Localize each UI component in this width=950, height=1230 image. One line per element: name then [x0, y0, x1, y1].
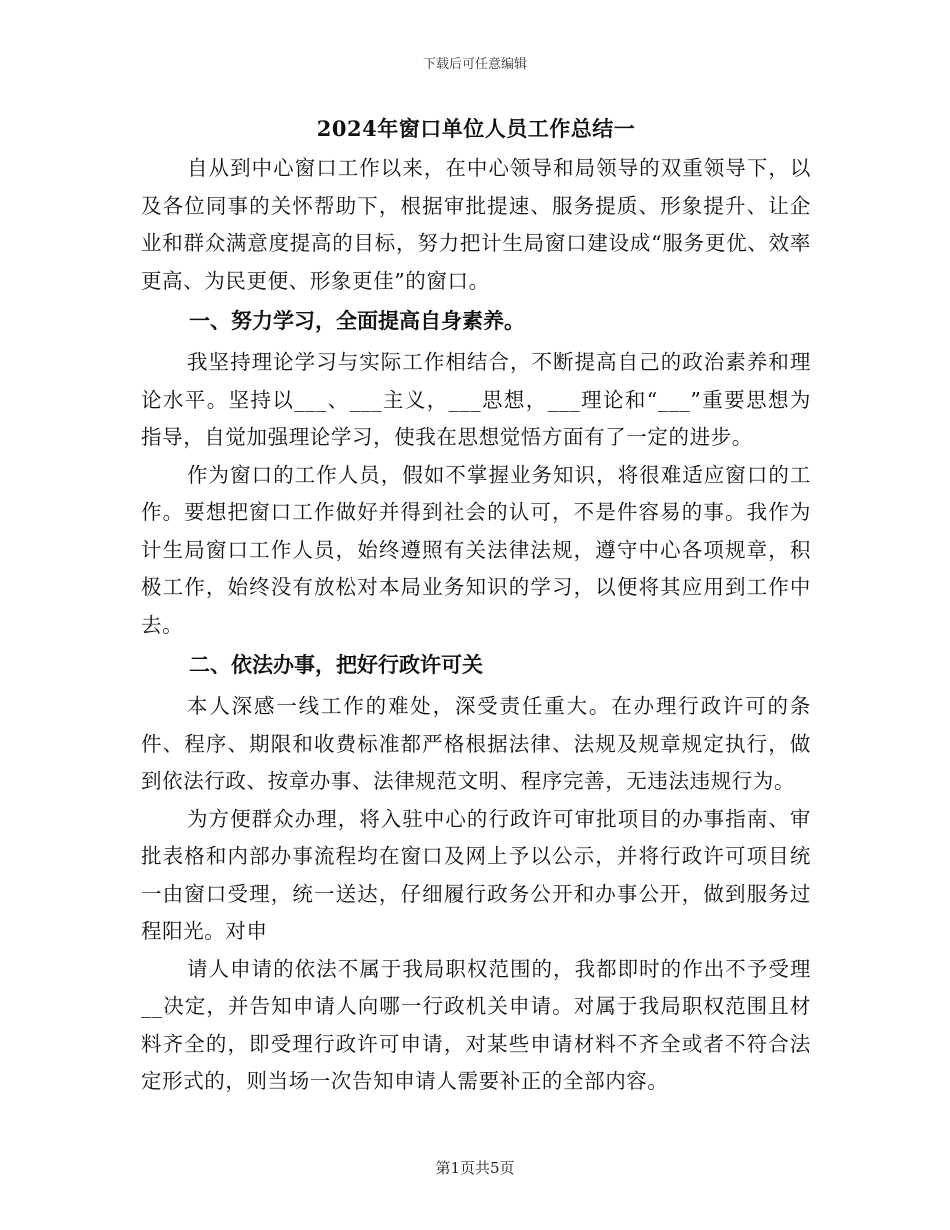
- section-1-paragraph-1: 我坚持理论学习与实际工作相结合，不断提高自己的政治素养和理论水平。坚持以___、___主义，___思想，___理论和“___”重要思想为指导，自觉加强理论学习，使我在思想觉悟方面有了一定的进步。: [141, 350, 811, 449]
- page-number-indicator: 第1页共5页: [435, 1159, 515, 1177]
- section-2-heading: 二、依法办事，把好行政许可关: [189, 652, 483, 677]
- section-1-paragraph-2: 作为窗口的工作人员，假如不掌握业务知识，将很难适应窗口的工作。要想把窗口工作做好并得到社会的认可，不是件容易的事。我作为计生局窗口工作人员，始终遵照有关法律法规，遵守中心各项规章，积极工作，始终没有放松对本局业务知识的学习，以便将其应用到工作中去。: [141, 462, 811, 637]
- intro-paragraph: 自从到中心窗口工作以来，在中心领导和局领导的双重领导下，以及各位同事的关怀帮助下，根据审批提速、服务提质、形象提升、让企业和群众满意度提高的目标，努力把计生局窗口建设成“服务更优、效率更高、为民更便、形象更佳”的窗口。: [141, 156, 811, 293]
- document-title: 2024年窗口单位人员工作总结一: [316, 116, 636, 141]
- section-1-heading: 一、努力学习，全面提高自身素养。: [189, 308, 525, 333]
- page-header-note: 下载后可任意编辑: [422, 57, 527, 72]
- section-2-paragraph-1: 本人深感一线工作的难处，深受责任重大。在办理行政许可的条件、程序、期限和收费标准都严格根据法律、法规及规章规定执行，做到依法行政、按章办事、法律规范文明、程序完善，无违法违规行为。: [141, 694, 811, 793]
- section-2-paragraph-2: 为方便群众办理，将入驻中心的行政许可审批项目的办事指南、审批表格和内部办事流程均在窗口及网上予以公示，并将行政许可项目统一由窗口受理，统一送达，仔细履行政务公开和办事公开，做到服务过程阳光。对申: [141, 806, 811, 943]
- document-body: [141, 112, 811, 1101]
- section-2-paragraph-3: 请人申请的依法不属于我局职权范围的，我都即时的作出不予受理__决定，并告知申请人向哪一行政机关申请。对属于我局职权范围且材料齐全的，即受理行政许可申请，对某些申请材料不齐全或者不符合法定形式的，则当场一次告知申请人需要补正的全部内容。: [141, 956, 811, 1093]
